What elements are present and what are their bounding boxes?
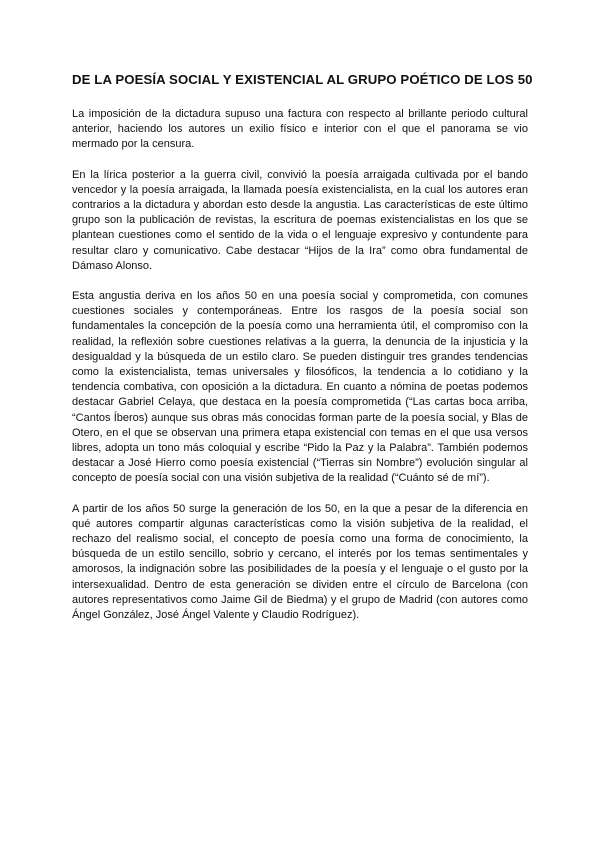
- paragraph-poesia-social: Esta angustia deriva en los años 50 en una poesía social y comprometida, con comunes cuestiones sociales y contemporáneas. Entre los rasgos de la poesía social son fundamentales la concepción de la poesía como una herramienta útil, el compromiso con la realidad, la reflexión sobre cuestiones relativas a la guerra, la denuncia de la injusticia y la desigualdad y la búsqueda de un estilo claro. Se pueden distinguir tres grandes tendencias como la existencialista, temas universales y filosóficos, la tendencia a lo cotidiano y la tendencia combativa, con oposición a la dictadura. En cuanto a nómina de poetas podemos destacar Gabriel Celaya, que destaca en la poesía comprometida (“Las cartas boca arriba, “Cantos Íberos) aunque sus obras más conocidas forman parte de la poesía social, y Blas de Otero, en el que se observan una primera etapa existencial con temas en el que usa versos libres, adopta un tono más coloquial y escribe “Pido la Paz y la Palabra”. También podemos destacar a José Hierro como poesía existencial (“Tierras sin Nombre”) evolución singular al concepto de poesía social con una visión subjetiva de la realidad (“Cuánto sé de mí”).: [72, 290, 528, 485]
- paragraph-generacion-50: A partir de los años 50 surge la generación de los 50, en la que a pesar de la diferencia en qué autores compartir algunas características como la visión subjetiva de la realidad, el rechazo del realismo social, el concepto de poesía como una forma de conocimiento, la búsqueda de un estilo sencillo, sobrio y cercano, el interés por los temas sentimentales y amorosos, la indignación sobre las posibilidades de la poesía y el lenguaje o el gusto por la intersexualidad. Dentro de esta generación se dividen entre el círculo de Barcelona (con autores representativos como Jaime Gil de Biedma) y el grupo de Madrid (con autores como Ángel González, José Ángel Valente y Claudio Rodríguez).: [72, 502, 528, 622]
- document-page: [72, 72, 533, 638]
- paragraph-dictadura: La imposición de la dictadura supuso una factura con respecto al brillante periodo cultural anterior, haciendo los autores un exilio físico e interior con el que el panorama se vio mermado por la censura.: [72, 108, 528, 151]
- document-title: DE LA POESÍA SOCIAL Y EXISTENCIAL AL GRUPO POÉTICO DE LOS 50: [72, 72, 533, 87]
- paragraph-lirica-posguerra: En la lírica posterior a la guerra civil, convivió la poesía arraigada cultivada por el bando vencedor y la poesía arraigada, la llamada poesía existencialista, en la cual los autores eran contrarios a la dictadura y abordan esto desde la angustia. Las características de este último grupo son la publicación de revistas, la escritura de poemas existencialistas en los que se plantean cuestiones como el sentido de la vida o el lenguaje expresivo y contundente para resultar claro y comunicativo. Cabe destacar “Hijos de la Ira” como obra fundamental de Dámaso Alonso.: [72, 168, 528, 272]
